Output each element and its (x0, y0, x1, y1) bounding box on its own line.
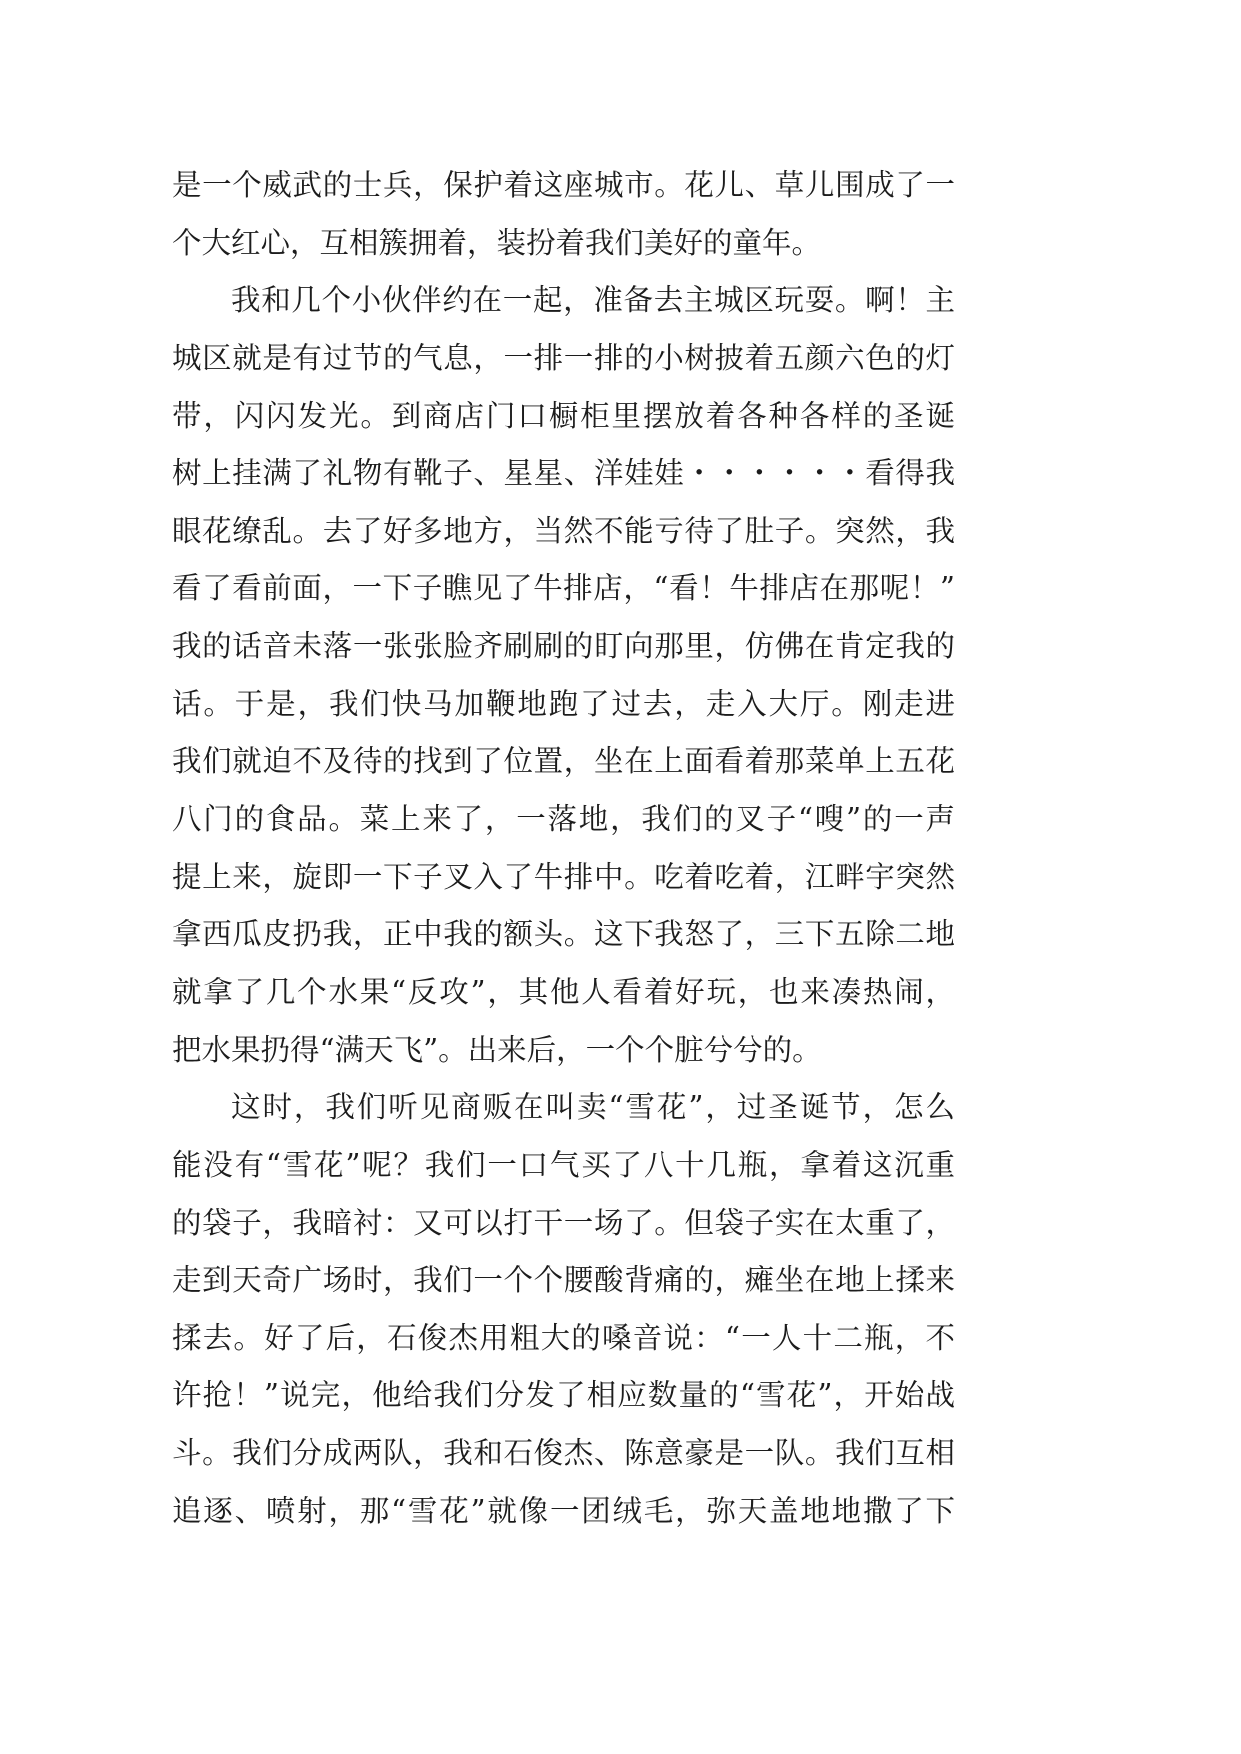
text-line: 拿西瓜皮扔我，正中我的额头。这下我怒了，三下五除二地 (172, 917, 955, 952)
text-line: 带，闪闪发光。到商店门口橱柜里摆放着各种各样的圣诞 (172, 398, 955, 433)
text-line: 把水果扔得“满天飞”。出来后，一个个脏兮兮的。 (172, 1032, 822, 1067)
paragraph (172, 272, 955, 1079)
text-line: 我的话音未落一张张脸齐刷刷的盯向那里，仿佛在肯定我的 (172, 629, 955, 664)
text-line: 城区就是有过节的气息，一排一排的小树披着五颜六色的灯 (172, 340, 955, 375)
text-line: 眼花缭乱。去了好多地方，当然不能亏待了肚子。突然，我 (172, 513, 955, 548)
text-line: 我和几个小伙伴约在一起，准备去主城区玩耍。啊！主 (231, 283, 955, 318)
text-line: 就拿了几个水果“反攻”，其他人看着好玩，也来凑热闹， (172, 974, 955, 1009)
text-line: 这时，我们听见商贩在叫卖“雪花”，过圣诞节，怎么 (231, 1090, 955, 1125)
text-line: 个大红心，互相簇拥着，装扮着我们美好的童年。 (172, 225, 822, 260)
body-text (172, 157, 955, 1540)
text-line: 是一个威武的士兵，保护着这座城市。花儿、草儿围成了一 (172, 168, 955, 202)
text-line: 走到天奇广场时，我们一个个腰酸背痛的，瘫坐在地上揉来 (172, 1263, 955, 1298)
text-line: 八门的食品。菜上来了，一落地，我们的叉子“嗖”的一声 (172, 802, 955, 837)
text-line: 能没有“雪花”呢？我们一口气买了八十几瓶，拿着这沉重 (172, 1147, 955, 1182)
text-line: 树上挂满了礼物有靴子、星星、洋娃娃・・・・・・看得我 (172, 456, 955, 491)
text-line: 提上来，旋即一下子叉入了牛排中。吃着吃着，江畔宇突然 (172, 859, 955, 894)
text-line: 的袋子，我暗衬：又可以打干一场了。但袋子实在太重了， (172, 1205, 955, 1240)
text-line: 看了看前面，一下子瞧见了牛排店，“看！牛排店在那呢！” (172, 571, 955, 606)
text-line: 我们就迫不及待的找到了位置，坐在上面看着那菜单上五花 (172, 744, 955, 779)
text-line: 揉去。好了后，石俊杰用粗大的嗓音说：“一人十二瓶，不 (172, 1320, 955, 1355)
paragraph (172, 1079, 955, 1540)
text-line: 话。于是，我们快马加鞭地跑了过去，走入大厅。刚走进 (172, 686, 955, 721)
paragraph (172, 157, 955, 272)
text-line: 追逐、喷射，那“雪花”就像一团绒毛，弥天盖地地撒了下 (172, 1493, 955, 1528)
text-line: 许抢！”说完，他给我们分发了相应数量的“雪花”，开始战 (172, 1378, 955, 1413)
text-line: 斗。我们分成两队，我和石俊杰、陈意豪是一队。我们互相 (172, 1436, 955, 1471)
